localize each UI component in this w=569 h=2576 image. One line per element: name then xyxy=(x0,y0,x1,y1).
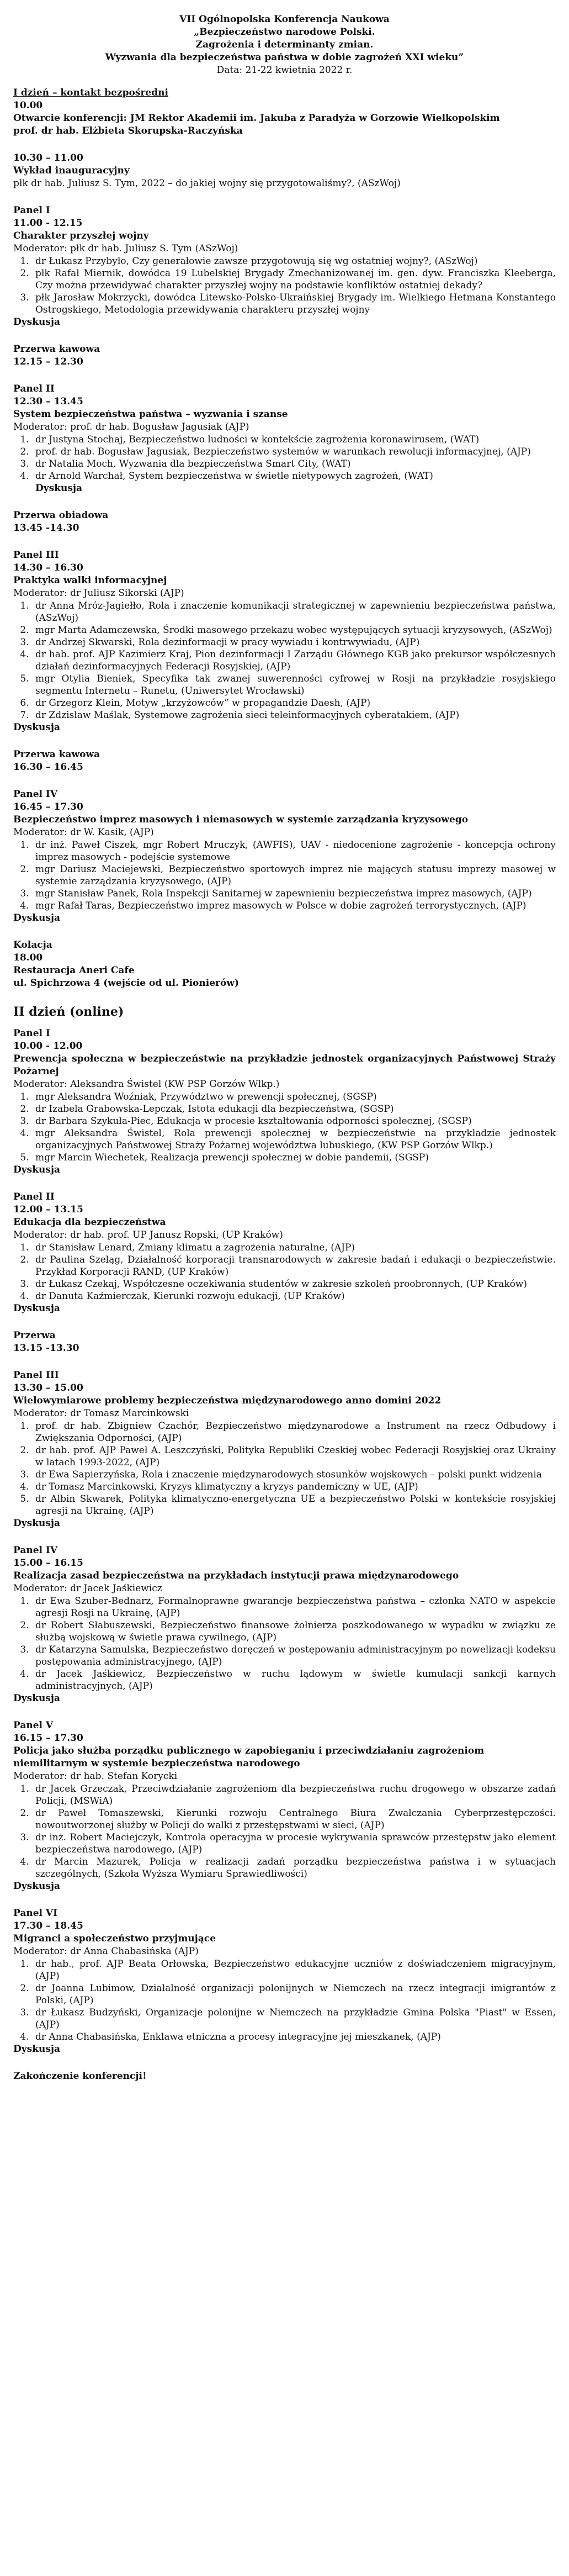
day1-panel3 xyxy=(13,549,556,734)
speaker-item: 2. dr hab. prof. AJP Paweł A. Leszczyński, Polityka Republiki Czeskiej wobec Federacji Rosyjskiej oraz Ukrainy w latach 1993-2022, (AJP) xyxy=(32,1444,556,1469)
day2-panel6 xyxy=(13,1907,556,2056)
inaugural-lecture-block xyxy=(13,152,556,190)
break-label: Przerwa kawowa xyxy=(13,749,100,760)
panel-moderator: Moderator: dr hab. prof. UP Janusz Ropski, (UP Kraków) xyxy=(13,1229,283,1241)
speaker-item: 1. mgr Aleksandra Woźniak, Przywództwo w prewencji społecznej, (SGSP) xyxy=(32,1091,556,1103)
panel-name: Panel I xyxy=(13,1028,50,1039)
panel-topic: Migranci a społeczeństwo przyjmujące xyxy=(13,1933,216,1944)
speaker-list xyxy=(13,1595,556,1692)
panel-name: Panel IV xyxy=(13,789,58,800)
panel-time: 14.30 – 16.30 xyxy=(13,562,83,573)
panel-time: 11.00 - 12.15 xyxy=(13,218,83,229)
speaker-item: 3. dr Natalia Moch, Wyzwania dla bezpieczeństwa Smart City, (WAT) xyxy=(32,458,556,470)
lecture-speaker: płk dr hab. Juliusz S. Tym, 2022 – do jakiej wojny się przygotowaliśmy?, (ASzWoj) xyxy=(13,178,401,189)
day1-dinner xyxy=(13,939,556,990)
dinner-place: Restauracja Aneri Cafe xyxy=(13,965,135,976)
day1-lunch-break xyxy=(13,509,556,535)
speaker-item: 1. dr Ewa Szuber-Bednarz, Formalnoprawne gwarancje bezpieczeństwa państwa – członka NATO w aspekcie agresji Rosji na Ukrainę, (AJP) xyxy=(32,1595,556,1619)
panel-discussion: Dyskusja xyxy=(13,912,61,923)
conference-dates: Data: 21-22 kwietnia 2022 r. xyxy=(216,65,353,76)
panel-discussion: Dyskusja xyxy=(13,1164,61,1175)
panel-time: 17.30 – 18.45 xyxy=(13,1920,83,1931)
panel-time: 10.00 - 12.00 xyxy=(13,1041,83,1052)
panel-discussion: Dyskusja xyxy=(13,1693,61,1704)
speaker-item: 1. dr Justyna Stochaj, Bezpieczeństwo ludności w kontekście zagrożenia koronawirusem, (WAT) xyxy=(32,434,556,446)
speaker-item: 2. prof. dr hab. Bogusław Jagusiak, Bezpieczeństwo systemów w warunkach rewolucji informacyjnej, (AJP) xyxy=(32,446,556,458)
panel-moderator: Moderator: dr Jacek Jaśkiewicz xyxy=(13,1583,162,1594)
speaker-item: 4. dr hab. prof. AJP Kazimierz Kraj, Pion dezinformacji I Zarządu Głównego KGB jako prekursor współczesnych działań dezinformacyjnych Federacji Rosyjskiej, (AJP) xyxy=(32,648,556,673)
panel-topic: Wielowymiarowe problemy bezpieczeństwa międzynarodowego anno domini 2022 xyxy=(13,1395,442,1406)
speaker-item: 1. dr Łukasz Przybyło, Czy generałowie zawsze przygotowują się wg ostatniej wojny?, (ASzWoj) xyxy=(32,255,556,267)
speaker-list xyxy=(13,1958,556,2043)
break-label: Przerwa obiadowa xyxy=(13,510,109,521)
panel-moderator: Moderator: płk dr hab. Juliusz S. Tym (ASzWoj) xyxy=(13,243,238,254)
speaker-item: 3. dr Łukasz Czekaj, Współczesne oczekiwania studentów w zakresie szkoleń proobronnych, (UP Kraków) xyxy=(32,1278,556,1290)
panel-moderator: Moderator: Aleksandra Świstel (KW PSP Gorzów Wlkp.) xyxy=(13,1079,280,1090)
panel-time: 16.45 – 17.30 xyxy=(13,801,83,812)
break-time: 12.15 – 12.30 xyxy=(13,356,83,367)
speaker-item: 4. mgr Aleksandra Świstel, Rola prewencji społecznej w bezpieczeństwie na przykładzie jednostek organizacyjnych Państwowej Straży Pożarnej województwa lubuskiego, (KW PSP Gorzów Wlkp.) xyxy=(32,1127,556,1152)
conference-subtitle-3: Wyzwania dla bezpieczeństwa państwa w dobie zagrożeń XXI wieku” xyxy=(105,52,464,63)
speaker-item: 4. dr Anna Chabasińska, Enklawa etniczna a procesy integracyjne jej mieszkanek, (AJP) xyxy=(32,2031,556,2043)
speaker-item: 4. dr Danuta Kaźmierczak, Kierunki rozwoju edukacji, (UP Kraków) xyxy=(32,1290,556,1302)
panel-name: Panel II xyxy=(13,1191,55,1202)
day2-panel1 xyxy=(13,1027,556,1176)
panel-topic: Realizacja zasad bezpieczeństwa na przykładach instytucji prawa międzynarodowego xyxy=(13,1570,459,1581)
panel-moderator: Moderator: dr Juliusz Sikorski (AJP) xyxy=(13,588,184,599)
speaker-item: 4. dr Marcin Mazurek, Policja w realizacji zadań porządku bezpieczeństwa państwa i w sytuacjach szczególnych, (Szkoła Wyższa Wymiaru Sprawiedliwości) xyxy=(32,1856,556,1880)
panel-name: Panel IV xyxy=(13,1545,58,1556)
panel-moderator: Moderator: dr W. Kasik, (AJP) xyxy=(13,827,154,838)
speaker-list xyxy=(13,434,556,482)
speaker-item: 4. dr Tomasz Marcinkowski, Kryzys klimatyczny a kryzys pandemiczny w UE, (AJP) xyxy=(32,1481,556,1493)
panel-discussion: Dyskusja xyxy=(13,316,61,328)
closing-note: Zakończenie konferencji! xyxy=(13,2071,147,2082)
speaker-item: 3. dr Barbara Szykuła-Piec, Edukacja w procesie kształtowania odporności społecznej, (SGSP) xyxy=(32,1115,556,1127)
speaker-list xyxy=(13,1420,556,1517)
break-time: 13.45 -14.30 xyxy=(13,522,79,534)
panel-topic: Edukacja dla bezpieczeństwa xyxy=(13,1217,166,1228)
conference-title: VII Ogólnopolska Konferencja Naukowa xyxy=(179,14,390,25)
day1-opening-block xyxy=(13,87,556,138)
panel-discussion: Dyskusja xyxy=(13,1881,61,1892)
speaker-list xyxy=(13,600,556,721)
speaker-item: 3. mgr Stanisław Panek, Rola Inspekcji Sanitarnej w zapewnieniu bezpieczeństwa imprez masowych, (AJP) xyxy=(32,888,556,900)
opening-person: prof. dr hab. Elżbieta Skorupska-Raczyńska xyxy=(13,125,243,136)
lecture-title: Wykład inauguracyjny xyxy=(13,165,130,176)
speaker-item: 1. dr hab., prof. AJP Beata Orłowska, Bezpieczeństwo edukacyjne uczniów z doświadczeniem migracyjnym, (AJP) xyxy=(32,1958,556,1982)
speaker-item: 4. dr Jacek Jaśkiewicz, Bezpieczeństwo w ruchu lądowym w świetle kumulacji sankcji karnych administracyjnych, (AJP) xyxy=(32,1668,556,1692)
panel-discussion: Dyskusja xyxy=(13,1303,61,1314)
panel-name: Panel III xyxy=(13,550,59,561)
break-time: 13.15 -13.30 xyxy=(13,1343,79,1354)
dinner-label: Kolacja xyxy=(13,939,52,951)
panel-discussion: Dyskusja xyxy=(35,483,83,494)
speaker-item: 2. dr Robert Słabuszewski, Bezpieczeństwo finansowe żołnierza poszkodowanego w wypadku w związku ze służbą wojskową w świetle prawa cywilnego, (AJP) xyxy=(32,1619,556,1644)
speaker-item: 3. dr Łukasz Budzyński, Organizacje polonijne w Niemczech na przykładzie Gmina Polska "Piast" w Essen, (AJP) xyxy=(32,2007,556,2031)
panel-topic: System bezpieczeństwa państwa – wyzwania i szanse xyxy=(13,409,288,420)
panel-moderator: Moderator: dr Anna Chabasińska (AJP) xyxy=(13,1946,199,1957)
speaker-item: 4. dr Arnold Warchał, System bezpieczeństwa w świetle nietypowych zagrożeń, (WAT) xyxy=(32,470,556,482)
panel-name: Panel V xyxy=(13,1720,54,1731)
panel-time: 16.15 – 17.30 xyxy=(13,1733,83,1744)
speaker-item: 6. dr Grzegorz Klein, Motyw „krzyżowców” w propagandzie Daesh, (AJP) xyxy=(32,697,556,709)
speaker-item: 1. prof. dr hab. Zbigniew Czachór, Bezpieczeństwo międzynarodowe a Instrument na rzecz Odbudowy i Zwiększania Odporności, (AJP) xyxy=(32,1420,556,1444)
panel-moderator: Moderator: dr hab. Stefan Korycki xyxy=(13,1771,178,1782)
panel-name: Panel VI xyxy=(13,1908,58,1919)
speaker-item: 3. dr Katarzyna Samulska, Bezpieczeństwo doręczeń w postępowaniu administracyjnym po nowelizacji kodeksu postępowania administracyjnego, (AJP) xyxy=(32,1644,556,1668)
speaker-item: 3. dr Andrzej Skwarski, Rola dezinformacji w pracy wywiadu i kontrwywiadu, (AJP) xyxy=(32,636,556,648)
panel-moderator: Moderator: dr Tomasz Marcinkowski xyxy=(13,1408,189,1419)
speaker-item: 2. dr Paweł Tomaszewski, Kierunki rozwoju Centralnego Biura Zwalczania Cyberprzestępczości. nowoutworzonej służby w Policji do walki z przestępstwami w sieci, (AJP) xyxy=(32,1807,556,1831)
day1-title: I dzień – kontakt bezpośredni xyxy=(13,87,168,98)
day2-panel5 xyxy=(13,1719,556,1893)
day2-panel2 xyxy=(13,1191,556,1315)
panel-topic: Prewencja społeczna w bezpieczeństwie na przykładzie jednostek organizacyjnych Państwowej Straży Pożarnej xyxy=(13,1053,556,1077)
speaker-item: 4. mgr Rafał Taras, Bezpieczeństwo imprez masowych w Polsce w dobie zagrożeń terrorystycznych, (AJP) xyxy=(32,900,556,912)
panel-discussion: Dyskusja xyxy=(13,722,61,733)
speaker-item: 5. mgr Marcin Wiechetek, Realizacja prewencji społecznej w dobie pandemii, (SGSP) xyxy=(32,1152,556,1164)
day2-panel4 xyxy=(13,1544,556,1705)
day2-break xyxy=(13,1329,556,1355)
panel-time: 15.00 – 16.15 xyxy=(13,1558,83,1569)
lecture-time: 10.30 – 11.00 xyxy=(13,152,83,163)
day2-panel3 xyxy=(13,1369,556,1530)
panel-discussion: Dyskusja xyxy=(13,1518,61,1529)
panel-name: Panel II xyxy=(13,383,55,394)
day1-panel4 xyxy=(13,788,556,925)
speaker-item: 5. dr Albin Skwarek, Polityka klimatyczno-energetyczna UE a bezpieczeństwo Polski w kontekście rosyjskiej agresji na Ukrainę, (AJP) xyxy=(32,1493,556,1517)
day2-title: II dzień (online) xyxy=(13,1005,124,1019)
panel-time: 12.00 – 13.15 xyxy=(13,1204,83,1215)
panel-topic: Bezpieczeństwo imprez masowych i niemasowych w systemie zarządzania kryzysowego xyxy=(13,814,469,825)
speaker-item: 1. dr Jacek Grzeczak, Przeciwdziałanie zagrożeniom dla bezpieczeństwa ruchu drogowego w obszarze zadań Policji, (MSWiA) xyxy=(32,1783,556,1807)
speaker-list xyxy=(13,839,556,912)
day1-coffee-break-1 xyxy=(13,343,556,368)
dinner-address: ul. Spichrzowa 4 (wejście od ul. Pionierów) xyxy=(13,978,239,989)
speaker-item: 2. dr Paulina Szeląg, Działalność korporacji transnarodowych w zakresie badań i edukacji o bezpieczeństwie. Przykład Korporacji RAND, (UP Kraków) xyxy=(32,1254,556,1278)
panel-discussion: Dyskusja xyxy=(13,2044,61,2055)
day1-panel2 xyxy=(13,383,556,495)
speaker-item: 2. mgr Dariusz Maciejewski, Bezpieczeństwo sportowych imprez nie mających statusu imprezy masowej w systemie zarządzania kryzysowego, (AJP) xyxy=(32,863,556,888)
speaker-list xyxy=(13,255,556,316)
break-label: Przerwa kawowa xyxy=(13,344,100,355)
speaker-item: 1. dr inż. Paweł Ciszek, mgr Robert Mruczyk, (AWFIS), UAV - niedocenione zagrożenie - koncepcja ochrony imprez masowych - podejście systemowe xyxy=(32,839,556,863)
opening-title: Otwarcie konferencji: JM Rektor Akademii im. Jakuba z Paradyża w Gorzowie Wielkopolskim xyxy=(13,113,500,124)
speaker-item: 2. dr Izabela Grabowska-Lepczak, Istota edukacji dla bezpieczeństwa, (SGSP) xyxy=(32,1103,556,1115)
speaker-item: 3. płk Jarosław Mokrzycki, dowódca Litewsko-Polsko-Ukraińskiej Brygady im. Wielkiego Hetmana Konstantego Ostrogskiego, Metodologia przewidywania charakteru przyszłej wojny xyxy=(32,292,556,316)
day1-panel1 xyxy=(13,204,556,329)
panel-name: Panel III xyxy=(13,1370,59,1381)
conference-header xyxy=(13,13,556,77)
speaker-list xyxy=(13,1242,556,1302)
panel-name: Panel I xyxy=(13,205,50,216)
panel-topic: Policja jako służba porządku publicznego w zapobieganiu i przeciwdziałaniu zagrożeniom niemilitarnym w systemie bezpieczeństwa narodowego xyxy=(13,1745,485,1769)
speaker-list xyxy=(13,1783,556,1880)
break-time: 16.30 – 16.45 xyxy=(13,762,83,773)
speaker-item: 1. dr Stanisław Lenard, Zmiany klimatu a zagrożenia naturalne, (AJP) xyxy=(32,1242,556,1254)
speaker-item: 1. dr Anna Mróz-Jagiełło, Rola i znaczenie komunikacji strategicznej w zapewnieniu bezpieczeństwa państwa, (ASzWoj) xyxy=(32,600,556,624)
day1-coffee-break-2 xyxy=(13,748,556,774)
panel-moderator: Moderator: prof. dr hab. Bogusław Jagusiak (AJP) xyxy=(13,421,249,432)
speaker-item: 3. dr inż. Robert Maciejczyk, Kontrola operacyjna w procesie wykrywania sprawców przestępstw jako element bezpieczeństwa narodowego, (AJP) xyxy=(32,1831,556,1856)
speaker-item: 2. dr Joanna Lubimow, Działalność organizacji polonijnych w Niemczech na rzecz integracji imigrantów z Polski, (AJP) xyxy=(32,1982,556,2007)
conference-subtitle-2: Zagrożenia i determinanty zmian. xyxy=(195,39,374,50)
panel-topic: Charakter przyszłej wojny xyxy=(13,230,149,241)
panel-topic: Praktyka walki informacyjnej xyxy=(13,575,167,586)
speaker-item: 2. mgr Marta Adamczewska, Środki masowego przekazu wobec występujących sytuacji kryzysowych, (ASzWoj) xyxy=(32,624,556,636)
speaker-list xyxy=(13,1091,556,1164)
speaker-item: 5. mgr Otylia Bieniek, Specyfika tak zwanej suwerenności cyfrowej w Rosji na przykładzie rosyjskiego segmentu Internetu – Runetu, (Uniwersytet Wrocławski) xyxy=(32,673,556,697)
speaker-item: 3. dr Ewa Sapierzyńska, Rola i znaczenie międzynarodowych stosunków wojskowych – polski punkt widzenia xyxy=(32,1469,556,1481)
dinner-time: 18.00 xyxy=(13,952,43,963)
opening-time: 10.00 xyxy=(13,100,43,111)
conference-subtitle-1: „Bezpieczeństwo narodowe Polski. xyxy=(194,27,375,38)
break-label: Przerwa xyxy=(13,1330,56,1341)
panel-time: 13.30 – 15.00 xyxy=(13,1382,83,1393)
speaker-item: 2. płk Rafał Miernik, dowódca 19 Lubelskiej Brygady Zmechanizowanej im. gen. dyw. Franciszka Kleeberga, Czy można przewidywać charakter przyszłej wojny na podstawie konfliktów ostatniej dekady? xyxy=(32,267,556,292)
panel-time: 12.30 – 13.45 xyxy=(13,396,83,407)
speaker-item: 7. dr Zdzisław Maślak, Systemowe zagrożenia sieci teleinformacyjnych cyberatakiem, (AJP) xyxy=(32,709,556,721)
